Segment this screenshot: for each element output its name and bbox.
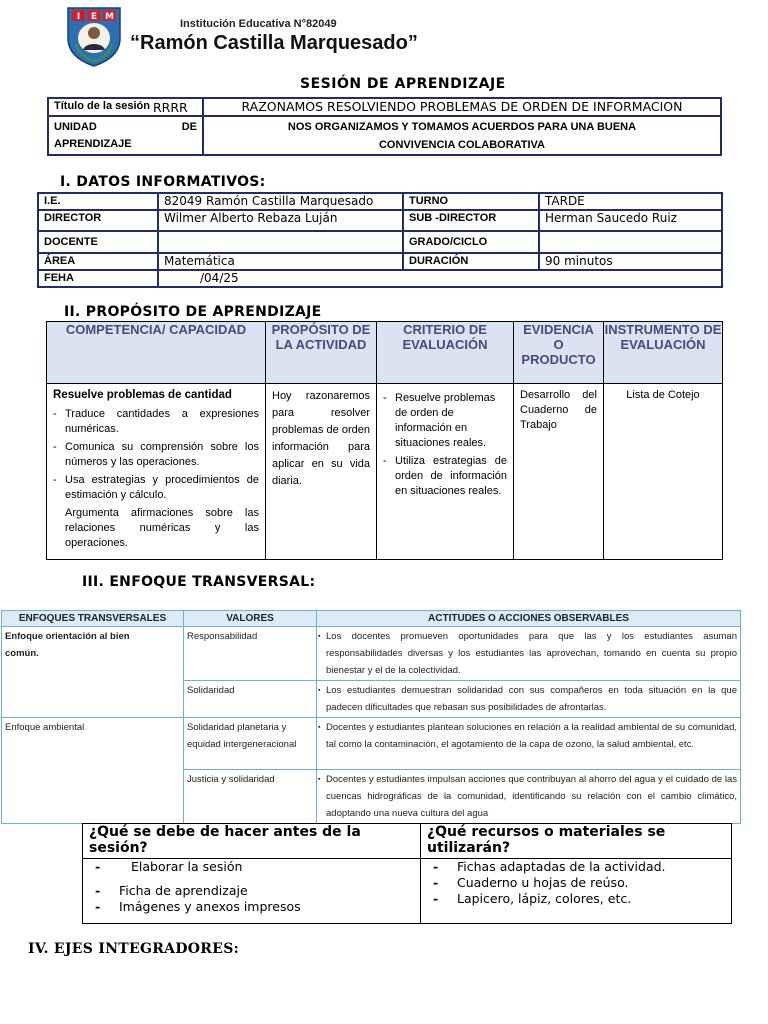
actitud-text: ▪ Docentes y estudiantes impulsan acciones que contribuyan al ahorro del agua y el cuidado de las cuencas hidrográficas de la comunidad, identificando su relación con el cambio climático, adoptando una nueva cultura del agua bbox=[320, 771, 737, 822]
ie-label: I.E. bbox=[38, 193, 158, 210]
school-crest-logo bbox=[62, 4, 126, 68]
enfoque-ambiental: Enfoque ambiental bbox=[2, 718, 184, 824]
recurso-item: - Lapicero, lápiz, colores, etc. bbox=[429, 891, 723, 907]
subdirector-label: SUB -DIRECTOR bbox=[403, 210, 539, 231]
actitud-solidaridad bbox=[317, 681, 741, 718]
capacidad-item: - Usa estrategias y procedimientos de estimación y cálculo. bbox=[53, 473, 259, 503]
header-valores: VALORES bbox=[184, 611, 317, 627]
criterio-item: - Utiliza estrategias de orden de información en situaciones reales. bbox=[383, 454, 507, 499]
turno-label: TURNO bbox=[403, 193, 539, 210]
instrumento-text: Lista de Cotejo bbox=[604, 384, 723, 560]
capacidad-item: - Comunica su comprensión sobre los números y las operaciones. bbox=[53, 440, 259, 470]
actitud-solidaridad-planetaria bbox=[317, 718, 741, 770]
capacidad-argumenta: Argumenta afirmaciones sobre las relaciones numéricas y las operaciones. bbox=[65, 507, 259, 549]
fecha-label: FEHA bbox=[38, 270, 158, 287]
header-antes: ¿Qué se debe de hacer antes de la sesión? bbox=[83, 824, 421, 859]
actitud-text: ▪ Los estudiantes demuestran solidaridad con sus compañeros en toda situación en la que padecen dificultades que rebasan sus posibilidades de afrontarlas. bbox=[320, 682, 737, 716]
actitud-text: ▪ Docentes y estudiantes plantean soluciones en relación a la realidad ambiental de su comunidad, tal como la contaminación, el agotamiento de la capa de ozono, la salud ambiental, etc. bbox=[320, 719, 737, 753]
valor-solidaridad: Solidaridad bbox=[184, 681, 317, 718]
recursos-cell bbox=[421, 859, 732, 924]
section-datos-title: I. DATOS INFORMATIVOS: bbox=[60, 174, 266, 190]
competencia-cell bbox=[47, 384, 266, 560]
session-title-label-text: Título de la sesión bbox=[54, 100, 150, 112]
antes-item: - Elaborar la sesión bbox=[91, 859, 412, 875]
unit-label-2: DE bbox=[181, 121, 197, 133]
session-title-prefix: RRRR bbox=[153, 100, 188, 115]
criterio-cell bbox=[377, 384, 514, 560]
svg-text:I: I bbox=[76, 12, 81, 22]
criterios-list bbox=[383, 391, 507, 499]
valor-solidaridad-planetaria: Solidaridad planetaria y equidad intergeneracional bbox=[184, 718, 317, 770]
unit-value-line-2: CONVIVENCIA COLABORATIVA bbox=[378, 139, 546, 151]
antes-item: - Imágenes y anexos impresos bbox=[91, 899, 412, 915]
school-name: “Ramón Castilla Marquesado” bbox=[130, 32, 418, 54]
docente-value bbox=[158, 231, 403, 253]
turno-value: TARDE bbox=[539, 193, 722, 210]
area-label: ÁREA bbox=[38, 253, 158, 270]
valor-justicia: Justicia y solidaridad bbox=[184, 770, 317, 824]
docente-label: DOCENTE bbox=[38, 231, 158, 253]
institution-label: Institución Educativa N°82049 bbox=[180, 18, 337, 30]
actitud-text: ▪ Los docentes promueven oportunidades para que las y los estudiantes asuman responsabilidades diversas y los estudiantes las aprovechan, tomando en cuenta su propio bienestar y el de la colectividad. bbox=[320, 628, 737, 679]
unit-label-3: APRENDIZAJE bbox=[54, 138, 132, 150]
recurso-item: - Fichas adaptadas de la actividad. bbox=[429, 859, 723, 875]
fecha-value-text: /04/25 bbox=[200, 271, 239, 285]
unit-label-1: UNIDAD bbox=[54, 121, 97, 133]
criterio-item: - Resuelve problemas de orden de información en situaciones reales. bbox=[383, 391, 507, 451]
header-actitudes: ACTITUDES O ACCIONES OBSERVABLES bbox=[317, 611, 741, 627]
recurso-item: - Cuaderno u hojas de reúso. bbox=[429, 875, 723, 891]
duracion-label: DURACIÓN bbox=[403, 253, 539, 270]
grado-value bbox=[539, 231, 722, 253]
director-label: DIRECTOR bbox=[38, 210, 158, 231]
svg-text:M: M bbox=[105, 12, 114, 22]
enfoques-table bbox=[1, 610, 741, 824]
grado-label: GRADO/CICLO bbox=[403, 231, 539, 253]
competencia-title: Resuelve problemas de cantidad bbox=[53, 389, 232, 401]
proposito-table bbox=[46, 321, 723, 560]
document-title: SESIÓN DE APRENDIZAJE bbox=[300, 76, 506, 92]
header-evidencia: EVIDENCIA O PRODUCTO bbox=[514, 322, 604, 384]
valor-responsabilidad: Responsabilidad bbox=[184, 627, 317, 681]
datos-table bbox=[37, 192, 723, 288]
antes-cell bbox=[83, 859, 421, 924]
unit-label bbox=[48, 116, 203, 155]
header-competencia: COMPETENCIA/ CAPACIDAD bbox=[47, 322, 266, 384]
enfoque-bien-comun: Enfoque orientación al bien común. bbox=[2, 627, 184, 718]
duracion-value: 90 minutos bbox=[539, 253, 722, 270]
svg-text:E: E bbox=[90, 12, 98, 22]
area-value: Matemática bbox=[158, 253, 403, 270]
session-table bbox=[47, 97, 722, 156]
antes-item: - Ficha de aprendizaje bbox=[91, 883, 412, 899]
unit-value-line-1: NOS ORGANIZAMOS Y TOMAMOS ACUERDOS PARA UNA BUENA bbox=[287, 121, 637, 133]
preparacion-table bbox=[82, 823, 732, 924]
proposito-text: Hoy razonaremos para resolver problemas de orden información para aplicar en su vida diaria. bbox=[266, 384, 377, 560]
unit-value bbox=[203, 116, 721, 155]
header-instrumento: INSTRUMENTO DE EVALUACIÓN bbox=[604, 322, 723, 384]
header-enfoques: ENFOQUES TRANSVERSALES bbox=[2, 611, 184, 627]
section-ejes-title: IV. EJES INTEGRADORES: bbox=[28, 941, 240, 957]
subdirector-value: Herman Saucedo Ruiz bbox=[539, 210, 722, 231]
ie-value: 82049 Ramón Castilla Marquesado bbox=[158, 193, 403, 210]
header-recursos: ¿Qué recursos o materiales se utilizarán? bbox=[421, 824, 732, 859]
actitud-justicia bbox=[317, 770, 741, 824]
director-value: Wilmer Alberto Rebaza Luján bbox=[158, 210, 403, 231]
section-enfoque-title: III. ENFOQUE TRANSVERSAL: bbox=[82, 574, 316, 590]
fecha-value bbox=[158, 270, 722, 287]
header-criterio: CRITERIO DE EVALUACIÓN bbox=[377, 322, 514, 384]
session-title-label bbox=[48, 98, 203, 116]
actitud-responsabilidad bbox=[317, 627, 741, 681]
evidencia-text: Desarrollo del Cuaderno de Trabajo bbox=[514, 384, 604, 560]
header-proposito: PROPÓSITO DE LA ACTIVIDAD bbox=[266, 322, 377, 384]
section-proposito-title: II. PROPÓSITO DE APRENDIZAJE bbox=[64, 304, 322, 320]
capacidades-list bbox=[53, 407, 259, 503]
session-title-value: RAZONAMOS RESOLVIENDO PROBLEMAS DE ORDEN DE INFORMACION bbox=[203, 98, 721, 116]
capacidad-item: - Traduce cantidades a expresiones numéricas. bbox=[53, 407, 259, 437]
